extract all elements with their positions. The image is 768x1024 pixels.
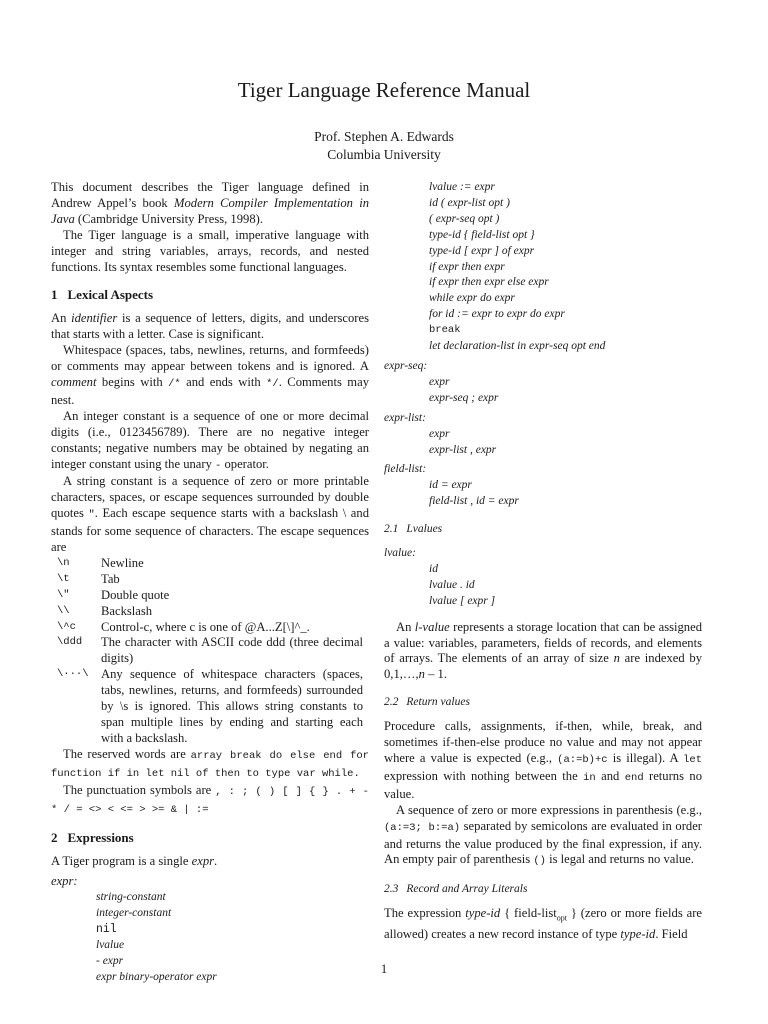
subsection-heading-return-values: 2.2 Return values bbox=[384, 696, 470, 709]
escape-row: \···\ Any sequence of whitespace characters (spaces, tabs, newlines, returns, and formfeeds) surrounded by \s is ignored. This allows string constants to span multiple lines by ending and starting each with a backslash. bbox=[57, 667, 363, 745]
section-heading-lexical: 1 Lexical Aspects bbox=[51, 287, 154, 303]
escape-row: \^c Control-c, where c is one of @A...Z[\]^_. bbox=[57, 619, 310, 634]
whitespace-paragraph: Whitespace (spaces, tabs, newlines, returns, and formfeeds) or comments may appear between tokens and is ignored. A comment begins with /* and ends with */. Comments may nest. bbox=[51, 343, 369, 407]
page-number: 1 bbox=[380, 962, 388, 976]
grammar-alt: expr-list , expr bbox=[429, 443, 497, 456]
grammar-alt: expr-seq ; expr bbox=[429, 391, 499, 404]
author-name: Prof. Stephen A. Edwards bbox=[314, 129, 454, 144]
grammar-alt: lvalue := expr bbox=[429, 181, 495, 193]
grammar-alt: - expr bbox=[96, 954, 124, 967]
grammar-alt: let declaration-list in expr-seq opt end bbox=[429, 340, 606, 353]
grammar-nonterminal-expr-seq: expr-seq: bbox=[384, 359, 428, 372]
lvalue-paragraph: An l-value represents a storage location that can be assigned a value: variables, parameters, fields of records, and elements of arrays. The elements of an array of size n are indexed by 0,1,…,n – 1. bbox=[384, 619, 702, 682]
paper-title: Tiger Language Reference Manual bbox=[237, 78, 531, 102]
escape-row: \" Double quote bbox=[57, 587, 170, 602]
grammar-alt: lvalue bbox=[96, 938, 125, 951]
grammar-alt: while expr do expr bbox=[429, 292, 515, 305]
subsection-heading-lvalues: 2.1 Lvalues bbox=[384, 523, 443, 536]
grammar-alt: id bbox=[429, 562, 438, 575]
grammar-alt: if expr then expr bbox=[429, 260, 505, 273]
grammar-alt: string-constant bbox=[96, 891, 166, 904]
grammar-alt: integer-constant bbox=[96, 907, 172, 920]
grammar-nonterminal-field-list: field-list: bbox=[384, 463, 427, 476]
grammar-alt: expr binary-operator expr bbox=[96, 970, 217, 983]
identifier-paragraph: An identifier is a sequence of letters, digits, and underscores that starts with a letter. Case is significant. bbox=[51, 311, 369, 342]
grammar-alt: expr bbox=[429, 427, 450, 440]
expr-alternatives-right bbox=[384, 180, 702, 355]
grammar-alt: if expr then expr else expr bbox=[429, 276, 549, 289]
punctuation-paragraph: The punctuation symbols are , : ; ( ) [ ] { } . + - * / = <> < <= > >= & | := bbox=[51, 782, 369, 816]
grammar-alt: id = expr bbox=[429, 479, 472, 492]
escape-row: \t Tab bbox=[57, 571, 120, 586]
string-paragraph: A string constant is a sequence of zero or more printable characters, spaces, or escape sequences surrounded by double quotes ". Each escape sequence starts with a backslash \ and stands for some sequence of characters. The escape sequences are bbox=[51, 474, 369, 555]
grammar-alt: id ( expr-list opt ) bbox=[429, 196, 510, 209]
grammar-nonterminal-expr: expr: bbox=[51, 874, 78, 889]
return-values-paragraph-1: Procedure calls, assignments, if-then, while, break, and sometimes if-then-else produce no value and may not appear where a value is expected (e.g., (a:=b)+c is illegal). A let expression with nothing between the in and end returns no value. bbox=[384, 719, 702, 801]
escape-row: \ddd The character with ASCII code ddd (three decimal digits) bbox=[57, 635, 363, 666]
section-heading-expressions: 2 Expressions bbox=[51, 830, 134, 846]
escape-row: \n Newline bbox=[57, 555, 144, 570]
author-block bbox=[0, 128, 768, 164]
record-literals-paragraph: The expression type-id { field-list$_{opt}$ } (zero or more fields are allowed) creates a new record instance of type type-id. Field bbox=[384, 906, 702, 941]
integer-paragraph: An integer constant is a sequence of one or more decimal digits (i.e., 0123456789). There are no negative integer constants; negative numbers may be obtained by negating an integer constant using the unary - operator. bbox=[51, 408, 369, 472]
intro-paragraph-1: This document describes the Tiger language defined in Andrew Appel’s book Modern Compiler Implementation in Java (Cambridge University Press, 1998). bbox=[51, 180, 370, 226]
grammar-alt: break bbox=[429, 324, 461, 337]
grammar-alt: expr bbox=[429, 375, 450, 388]
grammar-alt: type-id [ expr ] of expr bbox=[429, 244, 535, 257]
left-column bbox=[51, 180, 369, 986]
grammar-nonterminal-lvalue: lvalue: bbox=[384, 547, 416, 560]
right-column bbox=[384, 180, 702, 943]
escape-row: \\ Backslash bbox=[57, 603, 153, 618]
grammar-alt: for id := expr to expr do expr bbox=[429, 308, 565, 321]
grammar-alt: lvalue [ expr ] bbox=[429, 594, 496, 607]
subsection-heading-record-array-literals: 2.3 Record and Array Literals bbox=[384, 883, 528, 896]
grammar-alt: type-id { field-list opt } bbox=[429, 228, 535, 241]
grammar-alt: ( expr-seq opt ) bbox=[429, 212, 500, 225]
program-paragraph: A Tiger program is a single expr. bbox=[51, 854, 218, 869]
grammar-nonterminal-expr-list: expr-list: bbox=[384, 411, 426, 424]
grammar-alt: field-list , id = expr bbox=[429, 495, 519, 508]
author-affiliation: Columbia University bbox=[327, 147, 441, 162]
reserved-words-paragraph: The reserved words are array break do else end for function if in let nil of then to type var while. bbox=[51, 746, 369, 780]
grammar-alt: lvalue . id bbox=[429, 578, 475, 591]
grammar-alt: nil bbox=[96, 922, 117, 936]
intro-paragraph-2: The Tiger language is a small, imperative language with integer and string variables, arrays, records, and nested functions. Its syntax resembles some functional languages. bbox=[51, 227, 369, 274]
return-values-paragraph-2: A sequence of zero or more expressions in parenthesis (e.g., (a:=3; b:=a) separated by semicolons are evaluated in order and returns the value produced by the final expression, if any. An empty pair of parenthesis () is legal and returns no value. bbox=[384, 802, 702, 868]
escape-sequence-table bbox=[57, 556, 363, 747]
